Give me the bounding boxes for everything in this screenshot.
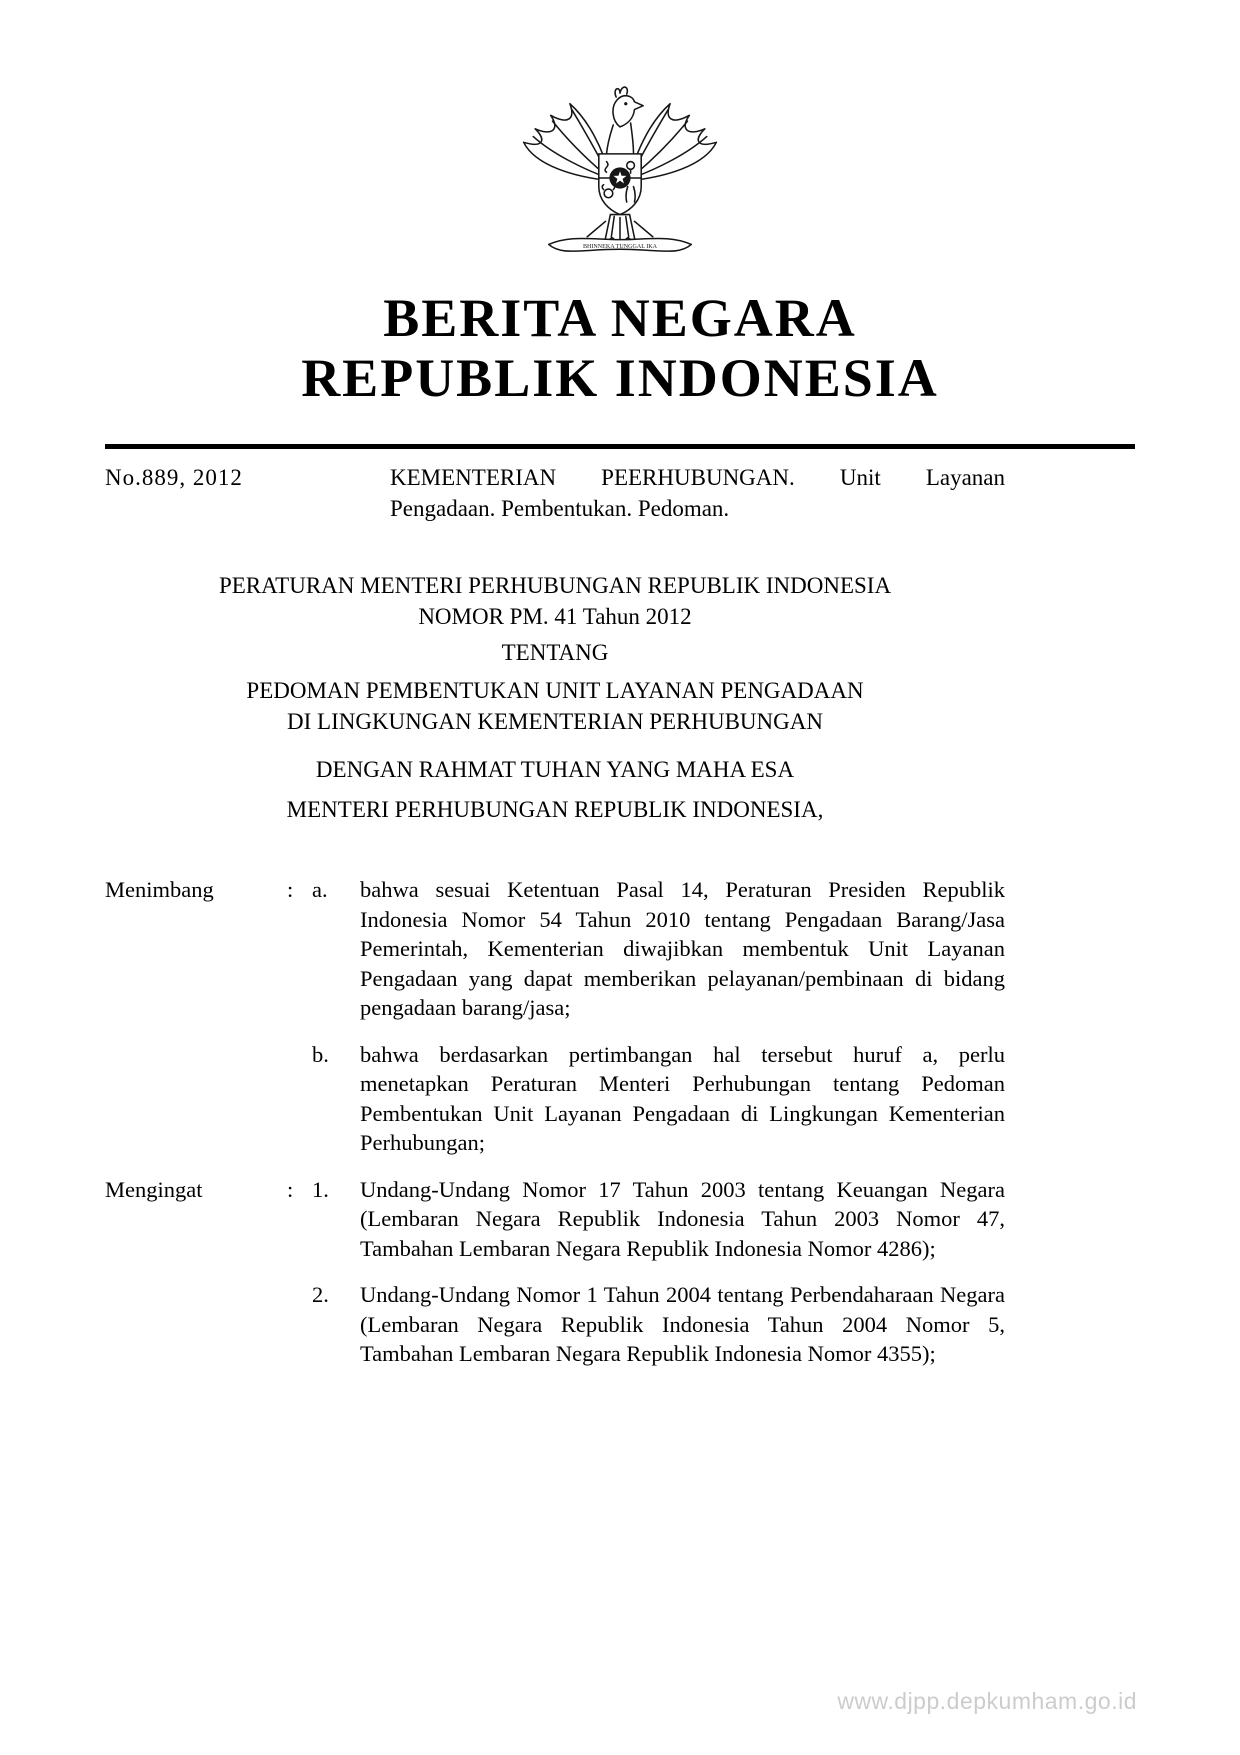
motto-banner-icon (549, 238, 692, 251)
gazette-subject (390, 462, 1005, 524)
motto-banner-text: BHINNEKA TUNGGAL IKA (582, 243, 658, 250)
mengingat-colon: : (287, 1176, 294, 1202)
mengingat-label: Mengingat (105, 1176, 203, 1202)
item-text: bahwa sesuai Ketentuan Pasal 14, Peraturan Presiden Republik Indonesia Nomor 54 Tahun 2010 tentang Pengadaan Barang/Jasa Pemerintah, Kementerian diwajibkan membentuk Unit Layanan Pengadaan yang dapat memberikan pelayanan/pembinaan di bidang pengadaan barang/jasa; (360, 877, 1005, 1021)
regulation-title-line1: PERATURAN MENTERI PERHUBUNGAN REPUBLIK INDONESIA (218, 573, 892, 599)
masthead-line2: REPUBLIK INDONESIA (301, 348, 939, 408)
item-text: Undang-Undang Nomor 17 Tahun 2003 tentang Keuangan Negara (Lembaran Negara Republik Indonesia Tahun 2003 Nomor 47, Tambahan Lembaran Negara Republik Indonesia Nomor 4286); (360, 1176, 1005, 1261)
regulation-subject-line2: DI LINGKUNGAN KEMENTERIAN PERHUBUNGAN (287, 709, 823, 735)
authority-line: MENTERI PERHUBUNGAN REPUBLIK INDONESIA, (286, 797, 824, 823)
watermark-url: www.djpp.depkumham.go.id (837, 1688, 1137, 1714)
menimbang-item-a (105, 875, 1005, 1023)
regulation-number: NOMOR PM. 41 Tahun 2012 (418, 604, 692, 630)
mengingat-item-1 (105, 1175, 1005, 1264)
item-marker: b. (312, 1041, 329, 1067)
masthead-title (0, 288, 1240, 408)
gazette-subject-line1: KEMENTERIAN PEERHUBUNGAN. Unit Layanan (390, 465, 1005, 491)
regulation-tentang: TENTANG (501, 640, 609, 666)
item-marker: 2. (312, 1282, 329, 1308)
emblem-container (0, 0, 1240, 274)
item-text: bahwa berdasarkan pertimbangan hal tersebut huruf a, perlu menetapkan Peraturan Menteri Perhubungan tentang Pedoman Pembentukan Unit Layanan Pengadaan di Lingkungan Kementerian Perhubungan; (360, 1041, 1005, 1156)
item-marker: 1. (312, 1176, 329, 1202)
masthead-line1: BERITA NEGARA (383, 288, 857, 348)
preamble-block (105, 875, 1005, 1369)
menimbang-colon: : (287, 877, 294, 903)
regulation-subject-line1: PEDOMAN PEMBENTUKAN UNIT LAYANAN PENGADAAN (246, 678, 864, 704)
menimbang-item-b (105, 1040, 1005, 1158)
invocation-line: DENGAN RAHMAT TUHAN YANG MAHA ESA (315, 757, 795, 783)
gazette-number: No.889, 2012 (105, 465, 243, 491)
regulation-title-block (105, 570, 1005, 825)
garuda-pancasila-emblem (514, 80, 726, 274)
item-marker: a. (312, 877, 328, 903)
mengingat-item-2 (105, 1280, 1005, 1369)
pancasila-shield-icon (599, 154, 641, 215)
gazette-header-row (105, 462, 1005, 524)
masthead-rule (105, 444, 1135, 449)
eagle-head-icon (613, 87, 643, 127)
gazette-subject-line2: Pengadaan. Pembentukan. Pedoman. (390, 496, 730, 522)
menimbang-label: Menimbang (105, 877, 214, 903)
item-text: Undang-Undang Nomor 1 Tahun 2004 tentang Perbendaharaan Negara (Lembaran Negara Republik Indonesia Tahun 2004 Nomor 5, Tambahan Lembaran Negara Republik Indonesia Nomor 4355); (360, 1282, 1005, 1367)
